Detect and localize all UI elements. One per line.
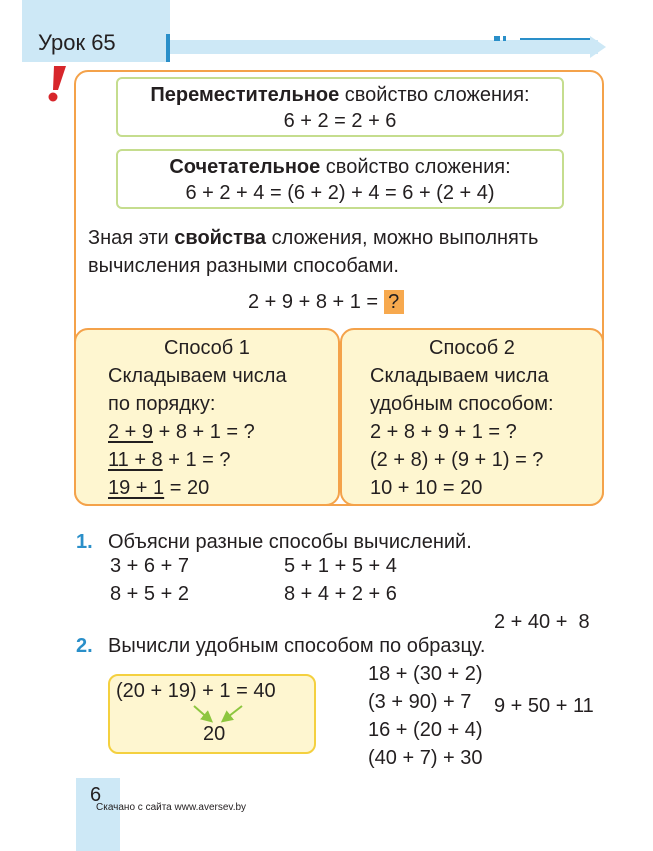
method-2-title: Способ 2: [429, 337, 515, 359]
task-1-column-3: [494, 552, 594, 748]
step-1-rest: + 8 + 1 = ?: [153, 421, 255, 443]
task-2-number: 2.: [76, 635, 93, 657]
method-2-step-1: 2 + 8 + 9 + 1 = ?: [370, 421, 517, 443]
method-1-box: [74, 328, 340, 506]
expression: 18 + (30 + 2): [368, 663, 483, 685]
intro-text: [88, 224, 600, 280]
expression: 2 + 40 + 8: [494, 611, 590, 633]
step-3-underlined: 19 + 1: [108, 477, 165, 499]
task-1-text: Объясни разные способы вычислений.: [108, 531, 472, 553]
method-2-desc-2: удобным способом:: [370, 393, 554, 415]
exclamation-icon: [46, 64, 68, 104]
expression: 5 + 1 + 5 + 4: [284, 555, 397, 577]
expression: 9 + 50 + 11: [494, 695, 594, 717]
commutative-property-box: [116, 77, 564, 137]
intro-bold: свойства: [174, 227, 267, 249]
method-2-box: [340, 328, 604, 506]
task-2-expressions: [368, 660, 483, 772]
lesson-title: Урок 65: [38, 30, 116, 55]
method-2-step-3: 10 + 10 = 20: [370, 477, 483, 499]
step-3-rest: = 20: [164, 477, 210, 499]
commutative-label: свойство сложения:: [339, 84, 530, 106]
task-2-text: Вычисли удобным способом по образцу.: [108, 635, 486, 657]
method-2-desc-1: Складываем числа: [370, 365, 549, 387]
header-arrow-icon: [590, 36, 606, 58]
expression: 8 + 4 + 2 + 6: [284, 583, 397, 605]
method-1-step-3: [108, 474, 338, 502]
step-2-underlined: 11 + 8: [108, 449, 163, 471]
associative-label: свойство сложения:: [320, 156, 511, 178]
step-1-underlined: 2 + 9: [108, 421, 154, 443]
expression: (40 + 7) + 30: [368, 747, 483, 769]
associative-name: Сочетательное: [169, 156, 321, 178]
method-1-title: Способ 1: [164, 337, 250, 359]
commutative-formula: 6 + 2 = 2 + 6: [283, 110, 397, 132]
associative-property-box: [116, 149, 564, 209]
associative-formula: 6 + 2 + 4 = (6 + 2) + 4 = 6 + (2 + 4): [185, 182, 495, 204]
method-1-step-2: [108, 446, 338, 474]
page-number: 6: [90, 784, 102, 806]
method-1-desc-2: по порядку:: [108, 393, 216, 415]
step-2-rest: + 1 = ?: [162, 449, 231, 471]
main-equation: [248, 290, 404, 314]
unknown-box: ?: [384, 290, 404, 314]
equation-text: 2 + 9 + 8 + 1 =: [248, 291, 384, 313]
header-band: [170, 40, 598, 54]
task-1-number: 1.: [76, 531, 93, 553]
intro-before: Зная эти: [88, 227, 175, 249]
expression: 3 + 6 + 7: [110, 555, 189, 577]
task-1-column-2: [284, 552, 397, 608]
example-expression: (20 + 19) + 1 = 40: [116, 680, 276, 702]
commutative-name: Переместительное: [150, 84, 340, 106]
header-marks: [494, 36, 506, 41]
expression: 16 + (20 + 4): [368, 719, 483, 741]
expression: (3 + 90) + 7: [368, 691, 472, 713]
download-credit: Скачано с сайта www.aversev.by: [96, 802, 247, 813]
method-1-step-1: [108, 418, 338, 446]
task-1-column-1: [110, 552, 189, 608]
method-1-desc-1: Складываем числа: [108, 365, 287, 387]
intro-after: сложения, можно выполнять вычисления разными способами.: [88, 227, 539, 277]
header-line: [520, 38, 590, 40]
expression: 8 + 5 + 2: [110, 583, 189, 605]
example-result: 20: [203, 723, 226, 745]
method-2-step-2: (2 + 8) + (9 + 1) = ?: [370, 449, 544, 471]
